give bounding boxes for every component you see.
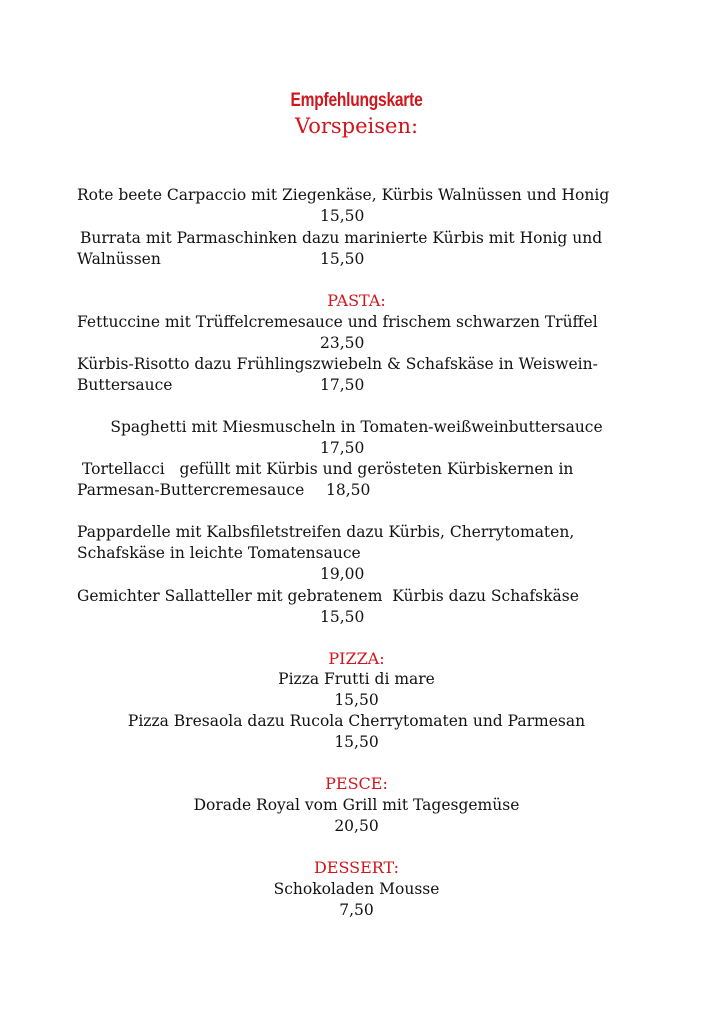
menu-item-price: 15,50 <box>320 207 365 225</box>
menu-item-price: 20,50 <box>334 817 379 835</box>
menu-item-name: Gemichter Sallatteller mit gebratenem Kürbis dazu Schafskäse <box>77 587 579 605</box>
menu-item-name: Parmesan-Buttercremesauce <box>77 481 305 499</box>
menu-item-name: Pizza Bresaola dazu Rucola Cherrytomaten und Parmesan <box>127 712 586 730</box>
vorspeisen-heading: Vorspeisen: <box>294 114 419 138</box>
menu-item-price: 19,00 <box>320 565 365 583</box>
menu-item-price: 17,50 <box>320 439 365 457</box>
menu-item-name: Burrata mit Parmaschinken dazu marinierte Kürbis mit Honig und <box>80 229 603 247</box>
menu-item-name: Pappardelle mit Kalbsfiletstreifen dazu Kürbis, Cherrytomaten, <box>77 523 575 541</box>
menu-item-price: 15,50 <box>334 691 379 709</box>
menu-item-price: 23,50 <box>320 334 365 352</box>
pasta-heading: PASTA: <box>327 291 386 310</box>
pizza-heading: PIZZA: <box>328 649 385 668</box>
menu-item-price: 15,50 <box>334 733 379 751</box>
menu-item-name: Schokoladen Mousse <box>273 880 440 898</box>
menu-title: Empfehlungskarte <box>290 90 423 111</box>
menu-item-name: Kürbis-Risotto dazu Frühlingszwiebeln & Schafskäse in Weiswein- <box>77 355 598 373</box>
menu-item-name: Walnüssen <box>77 250 161 268</box>
menu-item-name: Rote beete Carpaccio mit Ziegenkäse, Kürbis Walnüssen und Honig <box>77 186 610 204</box>
menu-item-name: Dorade Royal vom Grill mit Tagesgemüse <box>193 796 520 814</box>
menu-item-price: 15,50 <box>320 250 365 268</box>
menu-item-name: Fettuccine mit Trüffelcremesauce und frischem schwarzen Trüffel <box>77 313 598 331</box>
menu-item-name: Tortellacci gefüllt mit Kürbis und gerösteten Kürbiskernen in <box>82 460 574 478</box>
menu-item-price: 15,50 <box>320 608 365 626</box>
pesce-heading: PESCE: <box>325 774 388 793</box>
menu-item-name: Schafskäse in leichte Tomatensauce <box>77 544 361 562</box>
menu-item-name: Pizza Frutti di mare <box>278 670 435 688</box>
menu-item-price: 7,50 <box>339 901 374 919</box>
menu-item-price: 17,50 <box>320 376 365 394</box>
menu-item-price: 18,50 <box>326 481 371 499</box>
menu-item-name: Spaghetti mit Miesmuscheln in Tomaten-weißweinbuttersauce <box>110 418 603 436</box>
menu-item-name: Buttersauce <box>77 376 173 394</box>
dessert-heading: DESSERT: <box>313 858 400 877</box>
